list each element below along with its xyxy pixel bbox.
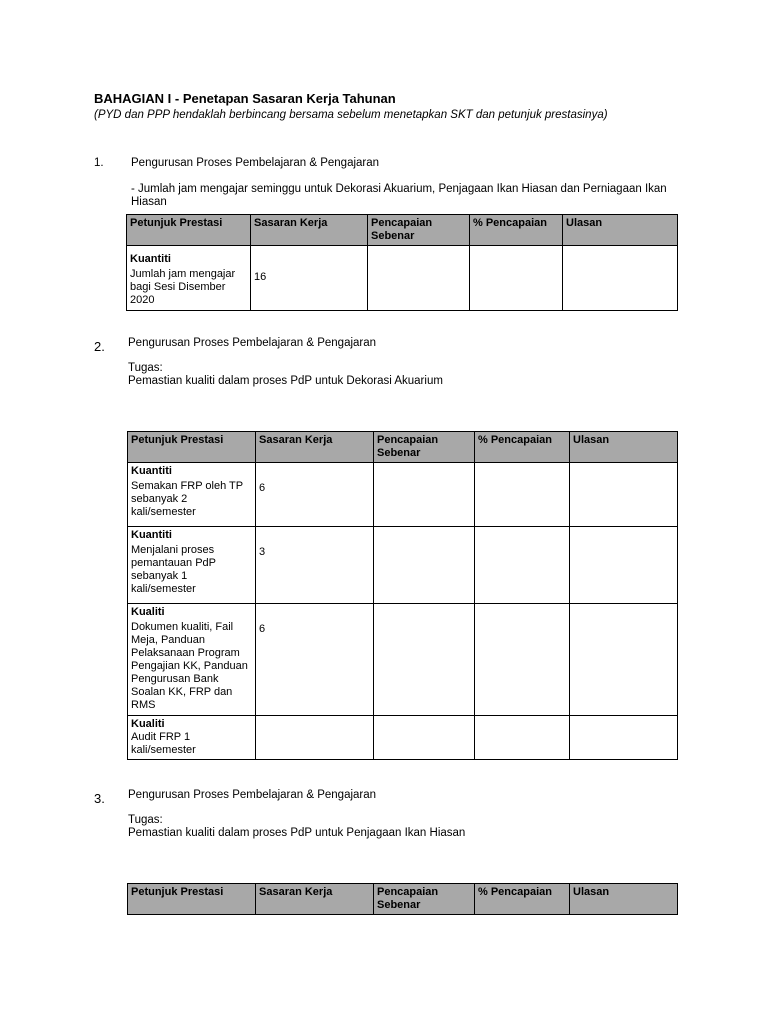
- table-header-row: [127, 215, 678, 246]
- peratus-cell: [475, 604, 570, 716]
- row-description: Semakan FRP oleh TP sebanyak 2 kali/semester: [131, 480, 243, 518]
- row-label: Kuantiti: [131, 465, 172, 477]
- row-target: 3: [259, 546, 266, 558]
- petunjuk-cell: [127, 246, 251, 311]
- ulasan-cell: [570, 716, 678, 760]
- header-petunjuk: Petunjuk Prestasi: [127, 215, 251, 246]
- section1-title: Pengurusan Proses Pembelajaran & Pengajaran: [131, 157, 380, 169]
- row-target: 6: [259, 482, 266, 494]
- header-sasaran: Sasaran Kerja: [256, 432, 374, 463]
- peratus-cell: [475, 463, 570, 527]
- header-peratus: % Pencapaian: [475, 884, 570, 915]
- section2-table: [127, 431, 678, 760]
- ulasan-cell: [563, 246, 678, 311]
- ulasan-cell: [570, 527, 678, 604]
- section3-number: 3.: [94, 791, 105, 806]
- header-ulasan: Ulasan: [570, 432, 678, 463]
- section-heading: [94, 91, 396, 106]
- table-header-row: [128, 884, 678, 915]
- header-pencapaian: Pencapaian Sebenar: [374, 884, 475, 915]
- petunjuk-cell: [128, 604, 256, 716]
- ulasan-cell: [570, 463, 678, 527]
- heading-separator: -: [171, 91, 183, 106]
- table-row: [128, 604, 678, 716]
- petunjuk-cell: [128, 527, 256, 604]
- section2-number: 2.: [94, 339, 105, 354]
- section3-title: Pengurusan Proses Pembelajaran & Pengajaran: [128, 789, 377, 801]
- header-ulasan: Ulasan: [563, 215, 678, 246]
- heading-note: (PYD dan PPP hendaklah berbincang bersama sebelum menetapkan SKT dan petunjuk prestasinya): [94, 109, 608, 121]
- sasaran-cell: [256, 604, 374, 716]
- section1-number: 1.: [94, 157, 104, 169]
- header-ulasan: Ulasan: [570, 884, 678, 915]
- row-label: Kualiti: [131, 718, 165, 730]
- ulasan-cell: [570, 604, 678, 716]
- table-row: [128, 716, 678, 760]
- header-pencapaian: Pencapaian Sebenar: [374, 432, 475, 463]
- header-pencapaian: Pencapaian Sebenar: [368, 215, 470, 246]
- row-description: Menjalani proses pemantauan PdP sebanyak 1 kali/semester: [131, 544, 216, 595]
- petunjuk-cell: [128, 716, 256, 760]
- sasaran-cell: [256, 463, 374, 527]
- table-row: [128, 463, 678, 527]
- header-peratus: % Pencapaian: [475, 432, 570, 463]
- row-target: 16: [254, 271, 267, 283]
- sasaran-cell: [256, 716, 374, 760]
- row-target: 6: [259, 623, 266, 635]
- section1-table: [126, 214, 678, 311]
- row-label: Kuantiti: [131, 529, 172, 541]
- section3-task-label: Tugas:: [128, 814, 163, 826]
- row-label: Kuantiti: [130, 253, 171, 265]
- header-peratus: % Pencapaian: [470, 215, 563, 246]
- section1-description: - Jumlah jam mengajar seminggu untuk Dekorasi Akuarium, Penjagaan Ikan Hiasan dan Perniagaan Ikan Hiasan: [131, 183, 667, 208]
- section2-task-label: Tugas:: [128, 362, 163, 374]
- pencapaian-cell: [374, 604, 475, 716]
- sasaran-cell: [256, 527, 374, 604]
- table-row: [128, 527, 678, 604]
- row-label: Kualiti: [131, 606, 165, 618]
- header-sasaran: Sasaran Kerja: [256, 884, 374, 915]
- pencapaian-cell: [368, 246, 470, 311]
- peratus-cell: [470, 246, 563, 311]
- section3-table: [127, 883, 678, 915]
- table-row: [127, 246, 678, 311]
- pencapaian-cell: [374, 463, 475, 527]
- pencapaian-cell: [374, 716, 475, 760]
- section2-title: Pengurusan Proses Pembelajaran & Pengajaran: [128, 337, 377, 349]
- row-description: Dokumen kualiti, Fail Meja, Panduan Pelaksanaan Program Pengajian KK, Panduan Pengurusan Bank Soalan KK, FRP dan RMS: [131, 621, 248, 711]
- row-description: Jumlah jam mengajar bagi Sesi Disember 2020: [130, 268, 236, 306]
- petunjuk-cell: [128, 463, 256, 527]
- header-petunjuk: Petunjuk Prestasi: [128, 884, 256, 915]
- pencapaian-cell: [374, 527, 475, 604]
- header-petunjuk: Petunjuk Prestasi: [128, 432, 256, 463]
- sasaran-cell: [251, 246, 368, 311]
- section3-task: Pemastian kualiti dalam proses PdP untuk Penjagaan Ikan Hiasan: [128, 827, 466, 839]
- heading-subtitle: Penetapan Sasaran Kerja Tahunan: [182, 91, 396, 106]
- heading-main: BAHAGIAN I: [94, 91, 172, 106]
- peratus-cell: [475, 527, 570, 604]
- header-sasaran: Sasaran Kerja: [251, 215, 368, 246]
- table-header-row: [128, 432, 678, 463]
- row-description: Audit FRP 1 kali/semester: [131, 731, 196, 756]
- peratus-cell: [475, 716, 570, 760]
- section2-task: Pemastian kualiti dalam proses PdP untuk Dekorasi Akuarium: [128, 375, 443, 387]
